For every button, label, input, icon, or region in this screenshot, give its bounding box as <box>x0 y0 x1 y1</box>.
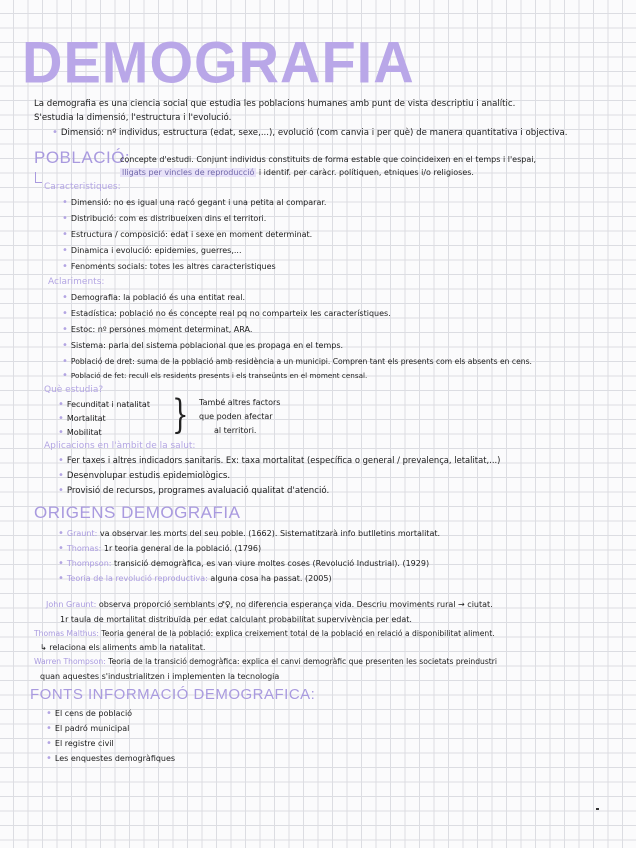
list-item: • Sistema: parla del sistema poblacional que es propaga en el temps. <box>62 340 344 351</box>
list-item: • Estoc: nº persones moment determinat, ARA. <box>62 324 253 335</box>
graunt-line-2: 1r taula de mortalitat distribuïda per edat calculant probabilitat supervivència per edat. <box>60 615 412 624</box>
list-item: • Fenoments socials: totes les altres caracteristiques <box>62 261 276 272</box>
malthus-line-1: Thomas Malthus: Teoria general de la població: explica creixement total de la població en relació a disponibilitat aliment. <box>34 629 495 638</box>
ink-dot <box>596 808 599 810</box>
intro-bullet <box>52 127 567 138</box>
list-item: • Thompson: transició demogràfica, es van viure moltes coses (Revolució Industrial). (1929) <box>58 558 430 569</box>
brace-icon: } <box>172 393 189 438</box>
poblacio-def-line-1: concepte d'estudi. Conjunt individus constituits de forma estable que coincideixen en el temps i l'espai, <box>120 155 536 164</box>
aclariments-label: Aclariments: <box>48 277 105 287</box>
list-item: • Demografia: la població és una entitat real. <box>62 292 246 303</box>
malthus-line-2: ↳ relaciona els aliments amb la natalitat. <box>40 643 206 652</box>
list-item: • Les enquestes demogràfiques <box>46 753 176 764</box>
list-item: • Desenvolupar estudis epidemiològics. <box>58 470 231 481</box>
poblacio-def-line-2 <box>120 168 474 177</box>
list-item: • Graunt: va observar les morts del seu poble. (1662). Sistematitzarà info butlletins mortalitat. <box>58 528 441 539</box>
list-item: • Distribució: com es distribueixen dins el territori. <box>62 213 267 224</box>
poblacio-def-highlight: lligats per vincles de reproducció <box>122 168 255 177</box>
poblacio-def-rest: i identif. per caràcr. polítiquen, etniques i/o religioses. <box>258 168 474 177</box>
list-item: • Fecunditat i natalitat <box>58 399 150 410</box>
caracteristiques-label: Caracteristiques: <box>44 182 121 192</box>
list-item: • Dinamica i evolució: epidemies, guerres,... <box>62 245 242 256</box>
list-item: • Dimensió: no es igual una racó gegant i una petita al comparar. <box>62 197 327 208</box>
intro-bullet-text: Dimensió: nº individus, estructura (edat, sexe,...), evolució (com canvia i per què) de manera quantitativa i objectiva. <box>60 128 568 138</box>
que-estudia-label: Què estudia? <box>44 385 104 395</box>
section-heading-poblacio: POBLACIÓ: <box>34 148 131 167</box>
que-estudia-note-3: al territori. <box>214 426 257 435</box>
list-item: • Estadística: població no és concepte real pq no comparteix les característiques. <box>62 308 391 319</box>
notes-page <box>12 12 624 836</box>
list-item: • Població de dret: suma de la població amb residència a un municipi. Compren tant els presents com els absents en cens. <box>62 356 532 367</box>
bullet-icon: • <box>52 127 58 138</box>
que-estudia-note-1: També altres factors <box>199 398 281 407</box>
aplicacions-label: Aplicacions en l'àmbit de la salut: <box>44 441 196 451</box>
que-estudia-note-2: que poden afectar <box>199 412 273 421</box>
list-item: • El padró municipal <box>46 723 130 734</box>
section-heading-fonts: FONTS INFORMACIÓ DEMOGRAFICA: <box>30 686 316 703</box>
graunt-line-1: John Graunt: observa proporció semblants ♂♀, no diferencia esperança vida. Descriu moviments rural → ciutat. <box>46 600 493 609</box>
section-heading-origens: ORIGENS DEMOGRAFIA <box>34 503 241 522</box>
intro-line-2: S'estudia la dimensió, l'estructura i l'evolució. <box>34 113 232 123</box>
warren-line-2: quan aquestes s'industrialitzen i implementen la tecnologia <box>40 672 280 681</box>
list-item: • Fer taxes i altres indicadors sanitaris. Ex: taxa mortalitat (específica o general / prevalença, letalitat,...) <box>58 455 501 466</box>
list-item: • Teoria de la revolució reproductiva: alguna cosa ha passat. (2005) <box>58 573 332 584</box>
list-item: • El registre civil <box>46 738 114 749</box>
list-item: • Mortalitat <box>58 413 106 424</box>
warren-line-1: Warren Thompson: Teoria de la transició demogràfica: explica el canvi demogràfic que presenten les societats preindustri <box>34 657 497 666</box>
list-item: • Mobilitat <box>58 427 102 438</box>
page-title: DEMOGRAFIA <box>22 29 415 96</box>
list-item: • Població de fet: recull els residents presents i els transeünts en el moment censal. <box>62 370 368 381</box>
list-item: • Estructura / composició: edat i sexe en moment determinat. <box>62 229 313 240</box>
intro-line-1: La demografia es una ciencia social que estudia les poblacions humanes amb punt de vista descriptiu i analític. <box>34 99 516 109</box>
corner-arrow-icon <box>35 172 42 183</box>
list-item: • Thomas: 1r teoria general de la població. (1796) <box>58 543 262 554</box>
list-item: • El cens de població <box>46 708 133 719</box>
list-item: • Provisió de recursos, programes avaluació qualitat d'atenció. <box>58 485 330 496</box>
